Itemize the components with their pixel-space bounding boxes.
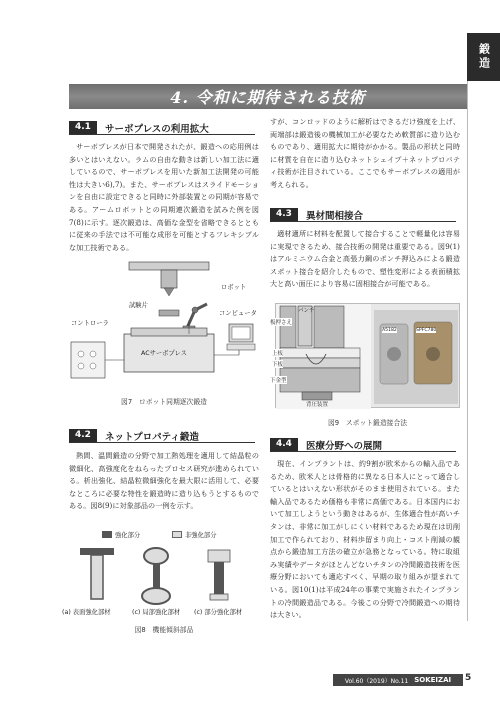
label-robot: ロボット <box>221 284 247 291</box>
body-text-continued <box>270 116 460 192</box>
body-text-4-4 <box>270 458 460 622</box>
figure-8 <box>60 530 260 620</box>
sub-caption-e: (c) 部分強化部材 <box>194 609 243 616</box>
sub-caption-c: (c) 局部強化部材 <box>132 609 181 616</box>
label-die: 下金型 <box>270 378 287 384</box>
section-heading-4-2 <box>69 429 255 443</box>
section-heading-4-4 <box>270 438 456 452</box>
paragraph: 熱間、温間鍛造の分野で加工熱処理を適用して結晶粒の微細化、高強度化をねらったプロセス研究が進められている。析出強化、結晶粒微細強化を最大限に活用して、必要なところに必要な特性を鍛造時に造り込もうとするものである。図8(9)に対象部品の一例を示す。 <box>69 451 259 511</box>
body-text-4-3 <box>270 228 460 291</box>
label-blank-holder: 板押さえ <box>270 320 293 326</box>
journal-name: SOKEIZAI <box>414 676 452 684</box>
section-title: ネットプロパティ鍛造 <box>104 431 199 443</box>
page-number: 5 <box>465 673 472 683</box>
figure-9-caption: 図9 スポット鍛造接合法 <box>327 419 408 427</box>
legend-softened <box>172 530 216 539</box>
sub-caption-a: (a) 表面強化部材 <box>62 609 111 616</box>
label-controller: コントローラ <box>71 320 109 327</box>
side-divider <box>467 81 468 621</box>
label-sample-1: A5182 <box>382 328 397 333</box>
paragraph: サーボプレスが日本で開発されたが、鍛造への応用例は多いとはいえない。ラムの自由な動きは新しい加工法に適しているので、サーボプレスを用いた新加工法開発の可能性は大きい6),7)。また、サーボプレスはスライドモーションを自由に設定できると同時に外部装置との同期が容易である。アームロボットとの同期連次鍛造を試みた例を図7(8)に示す。逐次鍛造は、高価な金型を省略できるとともに従来の手法では不可能な成形を可能とするフレキシブルな加工技術である。 <box>69 142 259 252</box>
section-title: 異材間相接合 <box>305 210 363 222</box>
spot-forging-diagram <box>276 304 461 409</box>
label-punch: パンチ <box>298 308 315 314</box>
body-text-4-1 <box>69 141 259 254</box>
legend-label: 非強化部分 <box>185 532 217 539</box>
section-title: 医療分野への展開 <box>305 440 382 452</box>
legend-swatch-light <box>172 531 182 538</box>
label-computer: コンピュータ <box>219 310 257 317</box>
section-title: サーボプレスの利用拡大 <box>104 123 209 135</box>
chapter-title: 4. 令和に期待される技術 <box>69 84 467 109</box>
label-press: ACサーボプレス <box>141 350 187 357</box>
graded-parts-diagram <box>60 542 260 612</box>
paragraph: 適材適所に材料を配置して接合することで軽量化は容易に実現できるため、接合技術の開発は重要である。図9(1)はアルミニウム合金と高張力鋼のポンチ押込みによる鍛造スポット接合を紹介したもので、塑性変形による表面積拡大と高い面圧により容易に固相接合が可能である。 <box>270 229 460 289</box>
label-backup: 背圧装置 <box>306 402 329 408</box>
section-heading-4-1 <box>69 121 255 135</box>
legend-swatch-dark <box>102 531 112 538</box>
page-footer <box>333 674 463 686</box>
section-number: 4.2 <box>69 429 97 442</box>
paragraph: すが、コンロッドのように解析はできるだけ強度を上げ、両端部は鍛造後の機械加工が必要なため軟質部に造り込むものであり、適用拡大に期待がかかる。製品の形状と同時に材質を自在に造り込むネットシェイプ＋ネットプロパティ技術が注目されている。ここでもサーボプレスの適用が考えられる。 <box>270 117 460 189</box>
section-number: 4.1 <box>69 121 97 134</box>
paragraph: 現在、インプラントは、約9割が欧米からの輸入品であるため、欧米人とは骨格的に異なる日本人にとって適合しているとはいえない形状がそのまま使用されている。また輸入品であるため価格も非常に高価である。日本国内において加工しようという動きはあるが、生体適合性が高いチタンは、非常に加工がしにくい材料であるため現在は切削加工で作られており、材料歩留まり向上・コスト削減の観点から鍛造加工方法の確立が急務となっている。特に取組み実績やデータがほとんどないチタンの冷間鍛造技術を医療分野においても適応すべく、早期の取り組みが望まれている。図10(1)は平成24年の事業で実施されたインプラントの冷間鍛造品である。今後この分野で冷間鍛造への期待は大きい。 <box>270 459 460 620</box>
section-number: 4.3 <box>270 208 298 221</box>
section-heading-4-3 <box>270 208 456 222</box>
label-sample-2: SPFC780 <box>416 328 437 333</box>
legend-label: 強化部分 <box>115 532 141 539</box>
body-text-4-2 <box>69 450 259 513</box>
section-tab: 鍛造 <box>467 33 500 81</box>
label-lower-sheet: 下板 <box>272 362 284 368</box>
label-upper-sheet: 上板 <box>272 351 284 357</box>
figure-9 <box>270 303 460 408</box>
volume-info: Vol.60（2019）No.11 <box>344 677 409 685</box>
figure-7 <box>69 260 259 385</box>
label-workpiece: 試験片 <box>129 302 148 309</box>
figure-7-caption: 図7 ロボット同期逐次鍛造 <box>121 398 207 406</box>
section-number: 4.4 <box>270 438 298 451</box>
figure-8-caption: 図8 機能傾斜部品 <box>134 626 194 634</box>
legend-hardened <box>102 530 140 539</box>
